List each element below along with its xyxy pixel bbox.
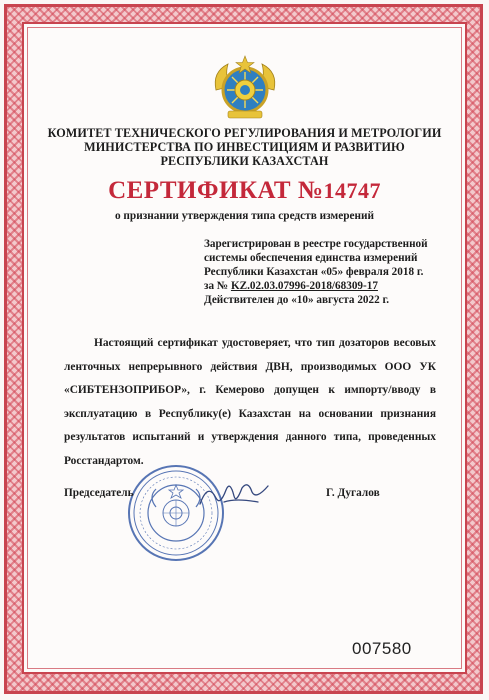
issuer-line-1: КОМИТЕТ ТЕХНИЧЕСКОГО РЕГУЛИРОВАНИЯ И МЕТРОЛОГИИ <box>47 126 442 140</box>
registration-line-4 <box>204 280 378 292</box>
certificate-subtitle: о признании утверждения типа средств измерений <box>114 210 375 222</box>
certificate-number: 14747 <box>323 178 381 203</box>
signatory-title: Председатель <box>64 487 134 499</box>
registration-number-prefix: за № <box>204 280 231 292</box>
issuer-line-2: МИНИСТЕРСТВА ПО ИНВЕСТИЦИЯМ И РАЗВИТИЮ <box>84 140 405 154</box>
certificate-title-word: СЕРТИФИКАТ № <box>108 177 324 204</box>
registration-line-3: Республики Казахстан «05» февраля 2018 г. <box>204 266 424 278</box>
issuer-line-3: РЕСПУБЛИКИ КАЗАХСТАН <box>160 154 329 168</box>
registration-line-2: системы обеспечения единства измерений <box>204 252 418 264</box>
validity-line: Действителен до «10» августа 2022 г. <box>204 294 390 306</box>
serial-number: 007580 <box>352 639 412 658</box>
handwritten-signature-icon <box>196 476 276 514</box>
registration-number: KZ.02.03.07996-2018/68309-17 <box>230 280 378 292</box>
certificate-title <box>0 177 489 205</box>
certificate-body-text: Настоящий сертификат удостоверяет, что тип дозаторов весовых ленточных непрерывного действия ДВН, производимых ООО УК «СИБТЕНЗОПРИБОР», г. Кемерово допущен к импорту/вводу в эксплуатацию в Республику(е) Казахстан на основании признания результатов испытаний и утверждения данного типа, проведенных Росстандартом. <box>64 337 436 467</box>
registration-line-1: Зарегистрирован в реестре государственной <box>204 238 428 250</box>
state-emblem-icon <box>210 52 280 122</box>
signatory-name: Г. Дугалов <box>326 487 380 499</box>
